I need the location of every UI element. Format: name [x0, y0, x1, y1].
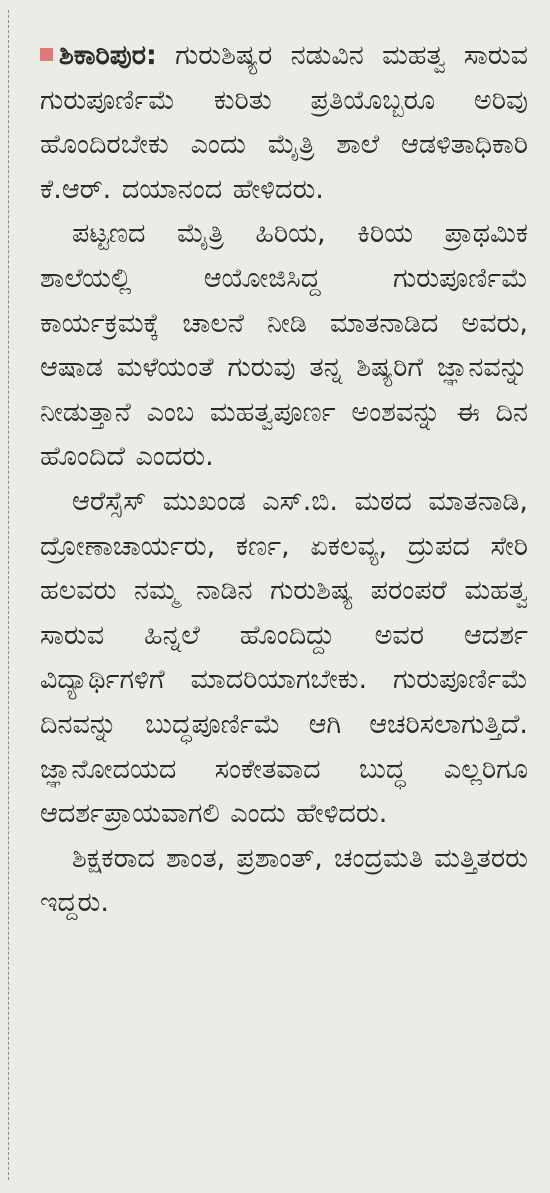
paragraph-1-text: ಗುರುಶಿಷ್ಯರ ನಡುವಿನ ಮಹತ್ವ ಸಾರುವ ಗುರುಪೂರ್ಣಿಮೆ ಕುರಿತು ಪ್ರತಿಯೊಬ್ಬರೂ ಅರಿವು ಹೊಂದಿರಬೇಕು ಎಂದು ಮೈತ್ರಿ ಶಾಲೆ ಆಡಳಿತಾಧಿಕಾರಿ ಕೆ.ಆರ್. ದಯಾನಂದ ಹೇಳಿದರು.: [40, 40, 528, 205]
column-divider: [8, 10, 10, 1180]
paragraph-1: [40, 34, 528, 212]
dateline: ಶಿಕಾರಿಪುರ:: [59, 40, 157, 71]
news-article: [40, 34, 528, 926]
bullet-marker-icon: [40, 48, 53, 61]
paragraph-4: ಶಿಕ್ಷಕರಾದ ಶಾಂತ, ಪ್ರಶಾಂತ್, ಚಂದ್ರಮತಿ ಮತ್ತಿತರರು ಇದ್ದರು.: [40, 842, 528, 919]
paragraph-3: ಆರೆಸ್ಸೆಸ್ ಮುಖಂಡ ಎಸ್.ಬಿ. ಮಠದ ಮಾತನಾಡಿ, ದ್ರೋಣಾಚಾರ್ಯರು, ಕರ್ಣ, ಏಕಲವ್ಯ, ದ್ರುಪದ ಸೇರಿ ಹಲವರು ನಮ್ಮ ನಾಡಿನ ಗುರುಶಿಷ್ಯ ಪರಂಪರೆ ಮಹತ್ವ ಸಾರುವ ಹಿನ್ನಲೆ ಹೊಂದಿದ್ದು ಅವರ ಆದರ್ಶ ವಿದ್ಯಾರ್ಥಿಗಳಿಗೆ ಮಾದರಿಯಾಗಬೇಕು. ಗುರುಪೂರ್ಣಿಮೆ ದಿನವನ್ನು ಬುದ್ಧಪೂರ್ಣಿಮೆ ಆಗಿ ಆಚರಿಸಲಾಗುತ್ತಿದೆ. ಜ್ಞಾನೋದಯದ ಸಂಕೇತವಾದ ಬುದ್ಧ ಎಲ್ಲರಿಗೂ ಆದರ್ಶಪ್ರಾಯವಾಗಲಿ ಎಂದು ಹೇಳಿದರು.: [40, 485, 528, 830]
paragraph-2: ಪಟ್ಟಣದ ಮೈತ್ರಿ ಹಿರಿಯ, ಕಿರಿಯ ಪ್ರಾಥಮಿಕ ಶಾಲೆಯಲ್ಲಿ ಆಯೋಜಿಸಿದ್ದ ಗುರುಪೂರ್ಣಿಮೆ ಕಾರ್ಯಕ್ರಮಕ್ಕೆ ಚಾಲನೆ ನೀಡಿ ಮಾತನಾಡಿದ ಅವರು, ಆಷಾಡ ಮಳೆಯಂತೆ ಗುರುವು ತನ್ನ ಶಿಷ್ಯರಿಗೆ ಜ್ಞಾನವನ್ನು ನೀಡುತ್ತಾನೆ ಎಂಬ ಮಹತ್ವಪೂರ್ಣ ಅಂಶವನ್ನು ಈ ದಿನ ಹೊಂದಿದೆ ಎಂದರು.: [40, 218, 528, 473]
